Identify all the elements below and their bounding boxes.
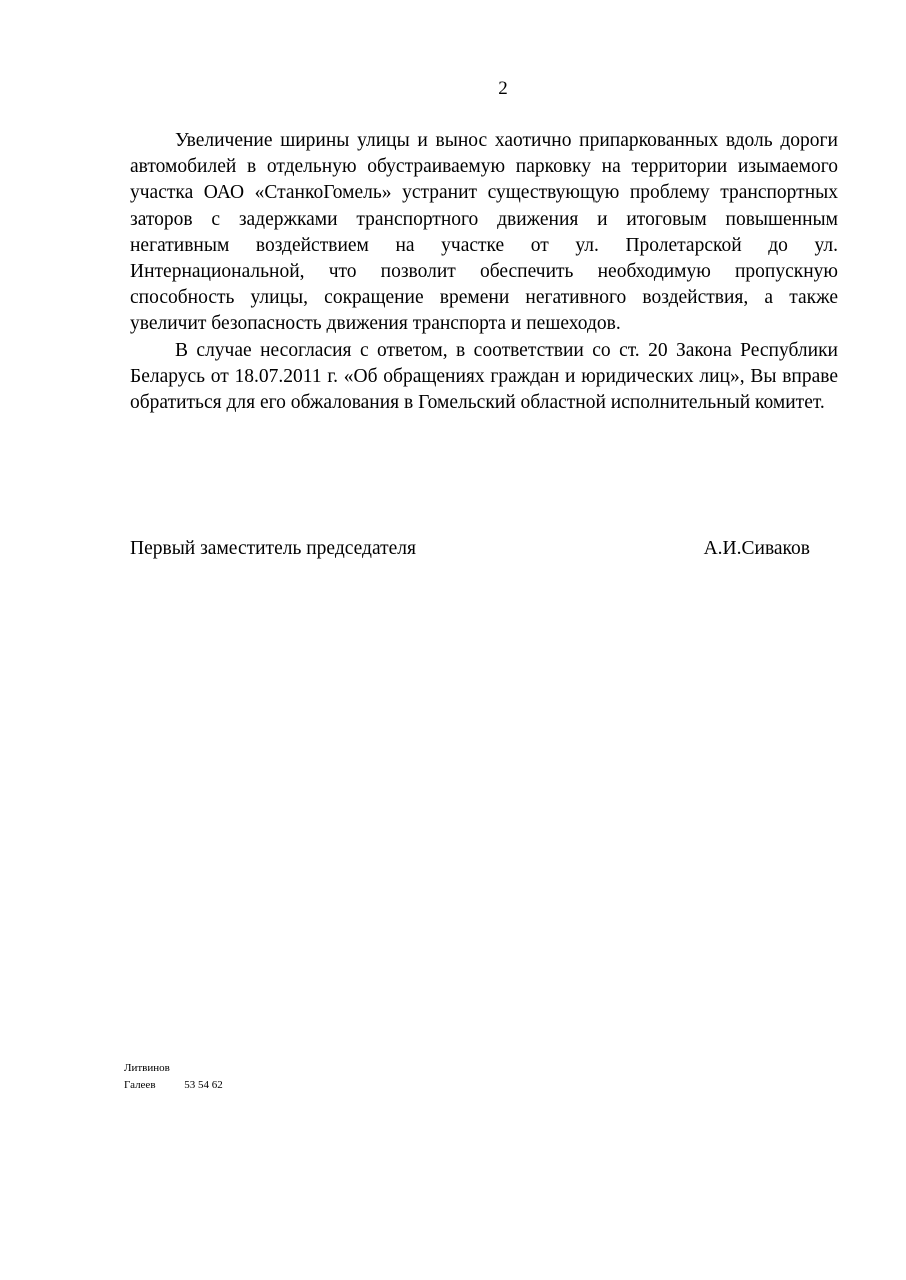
page-number: 2 bbox=[498, 78, 508, 99]
paragraph-street-widening: Увеличение ширины улицы и вынос хаотично припаркованных вдоль дороги автомобилей в отдельную обустраиваемую парковку на территории изымаемого участка ОАО «СтанкоГомель» устранит существующую проблему транспортных заторов с задержками транспортного движения и итоговым повышенным негативным воздействием на участке от ул. Пролетарской до ул. Интернациональной, что позволит обеспечить необходимую пропускную способность улицы, сокращение времени негативного воздействия, а также увеличит безопасность движения транспорта и пешеходов. bbox=[130, 130, 838, 335]
executors-block bbox=[124, 1060, 223, 1094]
executor-row bbox=[124, 1060, 223, 1077]
executor-row bbox=[124, 1077, 223, 1094]
letter-body bbox=[130, 128, 838, 416]
signatory-position: Первый заместитель председателя bbox=[130, 538, 416, 559]
signatory-name: А.И.Сиваков bbox=[703, 538, 810, 559]
paragraph-appeal-notice: В случае несогласия с ответом, в соответствии со ст. 20 Закона Республики Беларусь от 18.07.2011 г. «Об обращениях граждан и юридических лиц», Вы вправе обратиться для его обжалования в Гомельский областной исполнительный комитет. bbox=[130, 339, 838, 414]
executor-name: Галеев bbox=[124, 1079, 156, 1091]
executor-name: Литвинов bbox=[124, 1062, 170, 1074]
executor-phone: 53 54 62 bbox=[184, 1079, 223, 1091]
